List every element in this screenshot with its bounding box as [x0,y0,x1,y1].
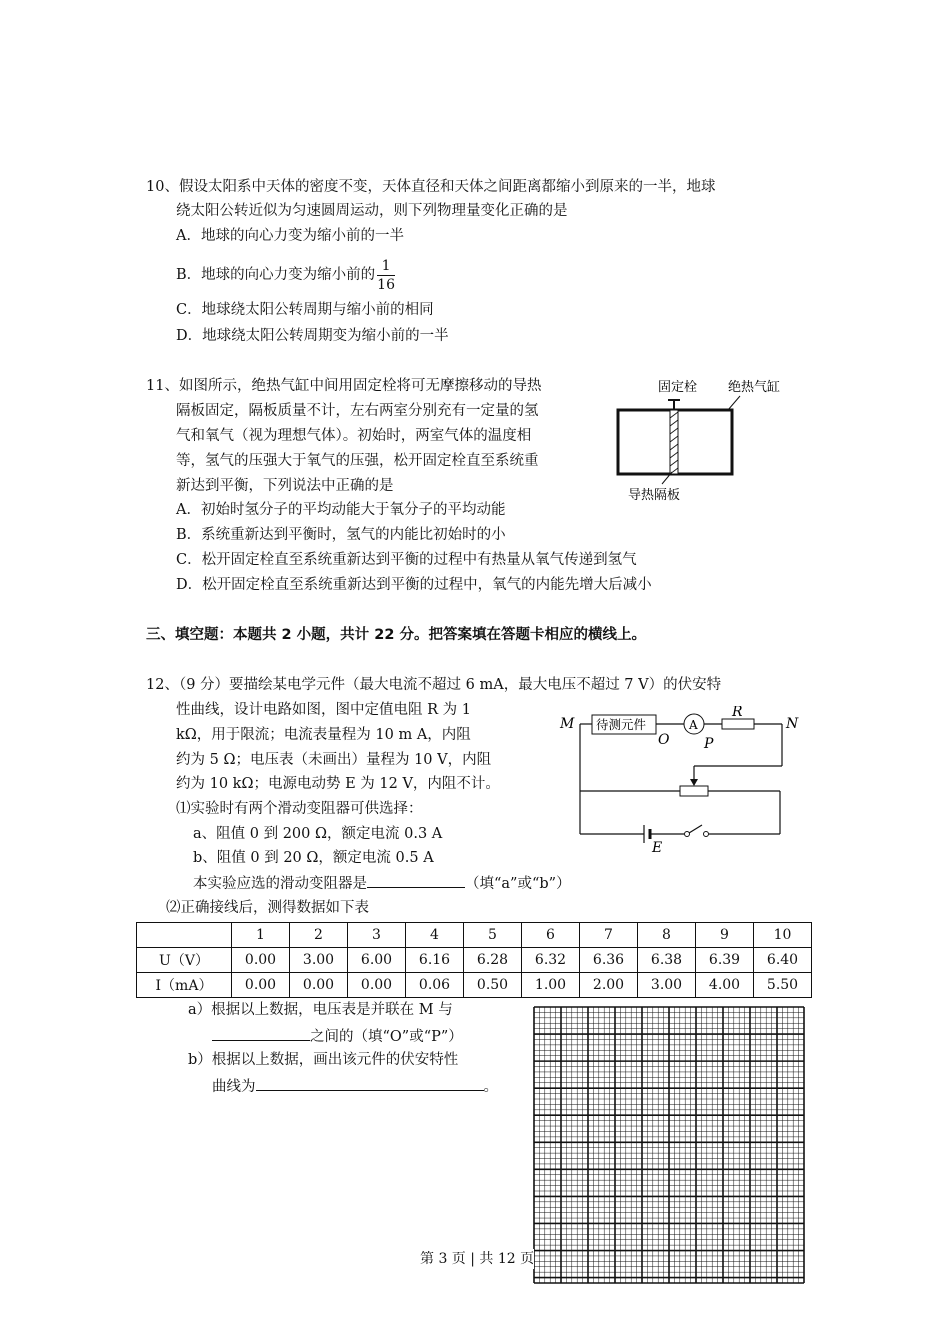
table-cell: 6.00 [348,948,406,973]
table-cell: 9 [696,923,754,948]
q12-qb-ask: 曲线为 [212,1079,256,1095]
switch-contact [685,832,690,837]
q10-option-d: D．地球绕太阳公转周期变为缩小前的一半 [176,328,449,344]
partition-plate [670,410,678,474]
q12-sub1-hint: （填“a”或“b”） [465,876,571,892]
q12-line3: kΩ，用于限流；电流表量程为 10 m A，内阻 [176,727,471,743]
label-insulated-cylinder: 绝热气缸 [728,380,781,395]
q12-line4: 约为 5 Ω；电压表（未画出）量程为 10 V，内阻 [176,752,492,768]
resistor-r [722,719,754,729]
table-row [137,948,812,973]
label-ammeter: A [689,718,698,732]
answer-blank-curve[interactable] [256,1075,484,1091]
q12-sub1-option-b: b、阻值 0 到 20 Ω，额定电流 0.5 A [193,850,434,866]
table-row [137,973,812,998]
q11-line1: 11、如图所示，绝热气缸中间用固定栓将可无摩擦移动的导热 [146,378,542,394]
q11-option-d: D．松开固定栓直至系统重新达到平衡的过程中，氧气的内能先增大后减小 [176,577,652,593]
table-cell: 8 [638,923,696,948]
q12-sub1: ⑴实验时有两个滑动变阻器可供选择： [176,801,423,817]
table-cell: 4.00 [696,973,754,998]
switch-blade [689,825,702,833]
cylinder-figure [600,372,800,507]
table-cell: U（V） [137,948,232,973]
q12-sub2: ⑵正确接线后，测得数据如下表 [166,900,369,916]
table-cell: 5.50 [754,973,812,998]
q12-sub1-option-a: a、阻值 0 到 200 Ω，额定电流 0.3 A [193,826,443,842]
table-cell: 10 [754,923,812,948]
table-cell: 0.00 [348,973,406,998]
q12-qa-line1: a）根据以上数据，电压表是并联在 M 与 [188,1002,453,1018]
q11-line2: 隔板固定，隔板质量不计，左右两室分别充有一定量的氢 [176,403,539,419]
q12-qb-line2 [212,1075,498,1097]
q11-line3: 气和氧气（视为理想气体）。初始时，两室气体的温度相 [176,428,532,444]
q11-option-b: B．系统重新达到平衡时，氢气的内能比初始时的小 [176,527,506,543]
table-cell: 4 [406,923,464,948]
label-e: E [652,840,663,856]
table-cell: 6.38 [638,948,696,973]
q12-qa-hint: 之间的（填“O”或“P”） [310,1029,463,1045]
table-cell: 0.00 [290,973,348,998]
table-cell: 1.00 [522,973,580,998]
table-cell: 0.00 [232,973,290,998]
table-cell: 3.00 [290,948,348,973]
q10-option-a: A．地球的向心力变为缩小前的一半 [176,228,404,244]
label-n: N [786,716,799,732]
q12-line5: 约为 10 kΩ；电源电动势 E 为 12 V，内阻不计。 [176,776,500,792]
label-m: M [560,716,575,732]
switch-contact [704,832,709,837]
label-o: O [658,732,670,748]
q10-option-b-text: B．地球的向心力变为缩小前的 [176,267,376,283]
table-cell: 6.28 [464,948,522,973]
answer-blank-rheostat[interactable] [367,872,465,888]
data-table [136,922,812,998]
q11-line4: 等，氢气的压强大于氧气的压强，松开固定栓直至系统重 [176,453,539,469]
q10-option-c: C．地球绕太阳公转周期与缩小前的相同 [176,302,434,318]
label-r: R [732,706,743,720]
label-conducting-plate: 导热隔板 [628,488,681,503]
q12-line1: 12、（9 分）要描绘某电学元件（最大电流不超过 6 mA，最大电压不超过 7 V）的伏安特 [146,677,722,693]
q10-option-b-fraction [377,257,395,294]
q11-option-c: C．松开固定栓直至系统重新达到平衡的过程中有热量从氧气传递到氢气 [176,552,637,568]
table-cell: 6.32 [522,948,580,973]
pointer-cylinder [728,396,740,410]
table-cell: 3.00 [638,973,696,998]
table-cell: 7 [580,923,638,948]
q12-sub1-question [193,872,571,894]
table-cell [137,923,232,948]
section3-heading: 三、填空题：本题共 2 小题，共计 22 分。把答案填在答题卡相应的横线上。 [146,627,646,643]
graph-paper[interactable] [533,1006,805,1284]
q10-option-b [176,255,395,295]
table-cell: 6 [522,923,580,948]
table-cell: 3 [348,923,406,948]
q11-line5: 新达到平衡，下列说法中正确的是 [176,478,394,494]
q12-qb-line1: b）根据以上数据，画出该元件的伏安特性 [188,1052,459,1068]
rheostat [680,786,708,796]
q10-stem-line1: 10、假设太阳系中天体的密度不变，天体直径和天体之间距离都缩小到原来的一半，地球 [146,179,716,195]
table-cell: 0.50 [464,973,522,998]
table-cell: 2 [290,923,348,948]
table-cell: I（mA） [137,973,232,998]
table-cell: 2.00 [580,973,638,998]
table-cell: 0.00 [232,948,290,973]
table-cell: 0.06 [406,973,464,998]
answer-blank-voltmeter[interactable] [212,1025,310,1041]
table-cell: 6.40 [754,948,812,973]
q12-qa-line2 [212,1025,463,1047]
table-header-row [137,923,812,948]
q12-sub1-ask: 本实验应选的滑动变阻器是 [193,876,367,892]
table-cell: 6.39 [696,948,754,973]
slider-arrow [690,779,698,786]
label-element: 待测元件 [596,717,647,732]
table-cell: 5 [464,923,522,948]
q12-qb-period: 。 [483,1079,498,1095]
table-cell: 6.16 [406,948,464,973]
fraction-numerator: 1 [377,257,395,276]
label-fixed-pin: 固定栓 [658,380,698,395]
circuit-diagram [556,706,806,856]
q12-line2: 性曲线，设计电路如图，图中定值电阻 R 为 1 [176,702,471,718]
q11-option-a: A．初始时氢分子的平均动能大于氧分子的平均动能 [176,502,506,518]
page-footer: 第 3 页 | 共 12 页 [420,1251,535,1267]
fraction-denominator: 16 [377,276,395,293]
q10-stem-line2: 绕太阳公转近似为匀速圆周运动，则下列物理量变化正确的是 [176,203,568,219]
table-cell: 6.36 [580,948,638,973]
table-cell: 1 [232,923,290,948]
label-p: P [704,736,714,752]
